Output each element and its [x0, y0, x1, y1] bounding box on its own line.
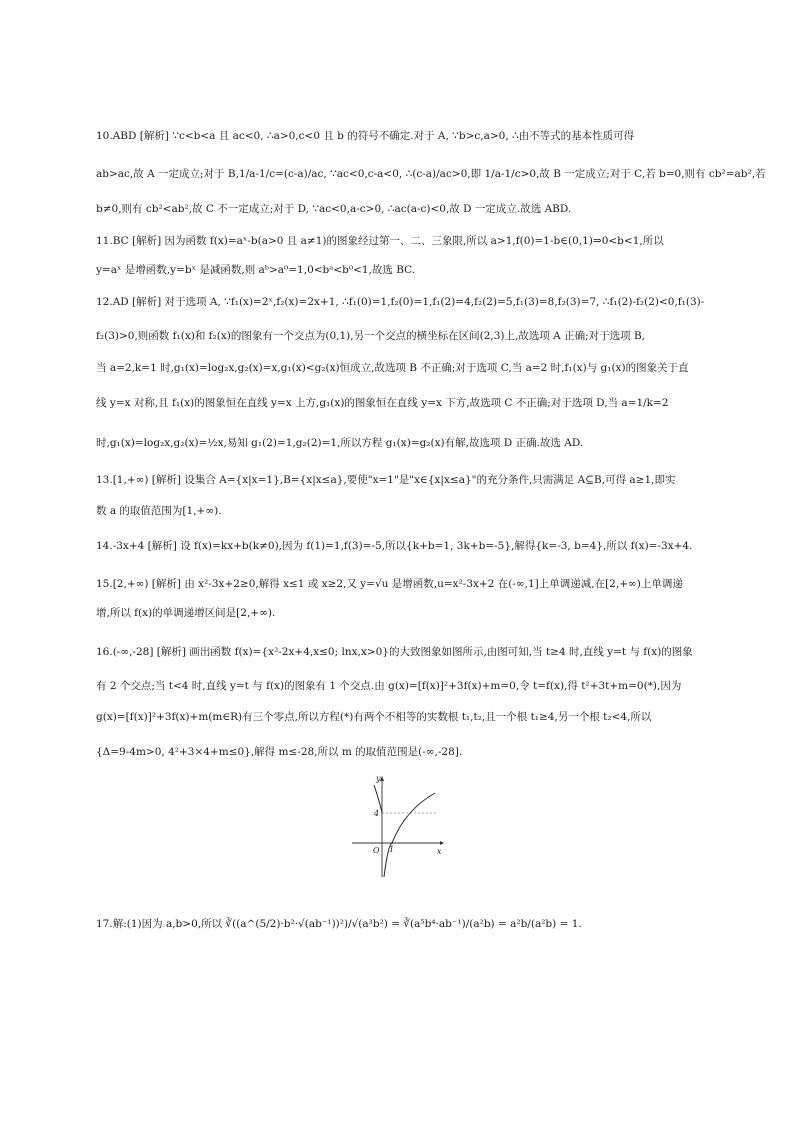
- q16-line-4: {Δ=9-4m>0, 4²+3×4+m≤0},解得 m≤-28,所以 m 的取值范围是(-∞,-28].: [96, 746, 463, 758]
- q12-line-4: 线 y=x 对称,且 f₁(x)的图象恒在直线 y=x 上方,g₁(x)的图象恒在直线 y=x 下方,故选项 C 不正确;对于选项 D,当 a=1/k=2: [96, 397, 669, 409]
- q10-line-3: b≠0,则有 cb²<ab²,故 C 不一定成立;对于 D, ∵ac<0,a-c>0, ∴ac(a-c)<0,故 D 一定成立.故选 ABD.: [96, 203, 572, 215]
- y-axis-arrow: [380, 776, 384, 781]
- q15-line-2: 增,所以 f(x)的单调递增区间是[2,+∞).: [96, 607, 276, 619]
- q16-line-2: 有 2 个交点;当 t<4 时,直线 y=t 与 f(x)的图象有 1 个交点.由 g(x)=[f(x)]²+3f(x)+m=0,令 t=f(x),得 t²+3t+m=0(*),因为: [96, 680, 682, 692]
- q17-line-1: 17.解:(1)因为 a,b>0,所以 ∛((a^(5/2)·b²·√(ab⁻¹))²)/√(a³b²) = ∛(a⁵b⁴·ab⁻¹)/(a²b) = a²b/(a²b) = 1.: [96, 918, 582, 930]
- q10-line-1: 10.ABD [解析] ∵c<b<a 且 ac<0, ∴a>0,c<0 且 b 的符号不确定.对于 A, ∵b>c,a>0, ∴由不等式的基本性质可得: [96, 130, 635, 142]
- x-axis-label: x: [437, 847, 442, 856]
- log-branch: [384, 793, 435, 877]
- q16-line-3: g(x)=[f(x)]²+3f(x)+m(m∈R)有三个零点,所以方程(*)有两个不相等的实数根 t₁,t₂,且一个根 t₁≥4,另一个根 t₂<4,所以: [96, 711, 652, 723]
- origin-label: O: [373, 846, 380, 855]
- q11-line-2: y=aˣ 是增函数,y=bˣ 是减函数,则 aᵇ>a⁰=1,0<bᵃ<b⁰<1,故选 BC.: [96, 264, 416, 276]
- q14-line-1: 14.-3x+4 [解析] 设 f(x)=kx+b(k≠0),因为 f(1)=1,f(3)=-5,所以{k+b=1, 3k+b=-5},解得{k=-3, b=4},所以 f(x)=-3x+4.: [96, 540, 693, 552]
- q12-line-1: 12.AD [解析] 对于选项 A, ∵f₁(x)=2ˣ,f₂(x)=2x+1, ∴f₁(0)=1,f₂(0)=1,f₁(2)=4,f₂(2)=5,f₁(3)=8,f₂(3)=7, ∴f₁(2)-f₂(2)<0,f₁(3)-: [96, 296, 705, 308]
- q11-line-1: 11.BC [解析] 因为函数 f(x)=aˣ-b(a>0 且 a≠1)的图象经过第一、二、三象限,所以 a>1,f(0)=1-b∈(0,1)⇒0<b<1,所以: [96, 235, 664, 247]
- tick-label-4: 4: [374, 809, 380, 818]
- y-axis-label: y: [376, 774, 381, 783]
- q12-line-2: f₂(3)>0,则函数 f₁(x)和 f₂(x)的图象有一个交点为(0,1),另一个交点的横坐标在区间(2,3)上,故选项 A 正确;对于选项 B,: [96, 330, 646, 342]
- q15-line-1: 15.[2,+∞) [解析] 由 x²-3x+2≥0,解得 x≤1 或 x≥2,又 y=√u 是增函数,u=x²-3x+2 在(-∞,1]上单调递减,在[2,+∞)上单调递: [96, 578, 683, 590]
- q13-line-1: 13.[1,+∞) [解析] 设集合 A={x|x=1},B={x|x≤a},要使"x=1"是"x∈{x|x≤a}"的充分条件,只需满足 A⊆B,可得 a≥1,即实: [96, 474, 676, 486]
- q12-line-3: 当 a=2,k=1 时,g₁(x)=log₂x,g₂(x)=x,g₁(x)<g₂(x)恒成立,故选项 B 不正确;对于选项 C,当 a=2 时,f₁(x)与 g₁(x)的图象关于直: [96, 362, 689, 374]
- tick-label-1: 1: [389, 845, 395, 854]
- x-axis-arrow: [440, 841, 444, 845]
- q12-line-5: 时,g₁(x)=log₂x,g₂(x)=½x,易知 g₁(2)=1,g₂(2)=1,所以方程 g₁(x)=g₂(x)有解,故选项 D 正确.故选 AD.: [96, 437, 584, 449]
- q10-line-2: ab>ac,故 A 一定成立;对于 B,1/a-1/c=(c-a)/ac, ∵ac<0,c-a<0, ∴(c-a)/ac>0,即 1/a-1/c>0,故 B 一定成立;对于 C,若 b=0,则有 cb²=ab²,若: [96, 168, 766, 180]
- q16-line-1: 16.(-∞,-28] [解析] 画出函数 f(x)={x²-2x+4,x≤0; lnx,x>0}的大致图象如图所示,由图可知,当 t≥4 时,直线 y=t 与 f(x)的图象: [96, 646, 693, 658]
- q13-line-2: 数 a 的取值范围为[1,+∞).: [96, 505, 222, 517]
- function-graph: [350, 775, 445, 880]
